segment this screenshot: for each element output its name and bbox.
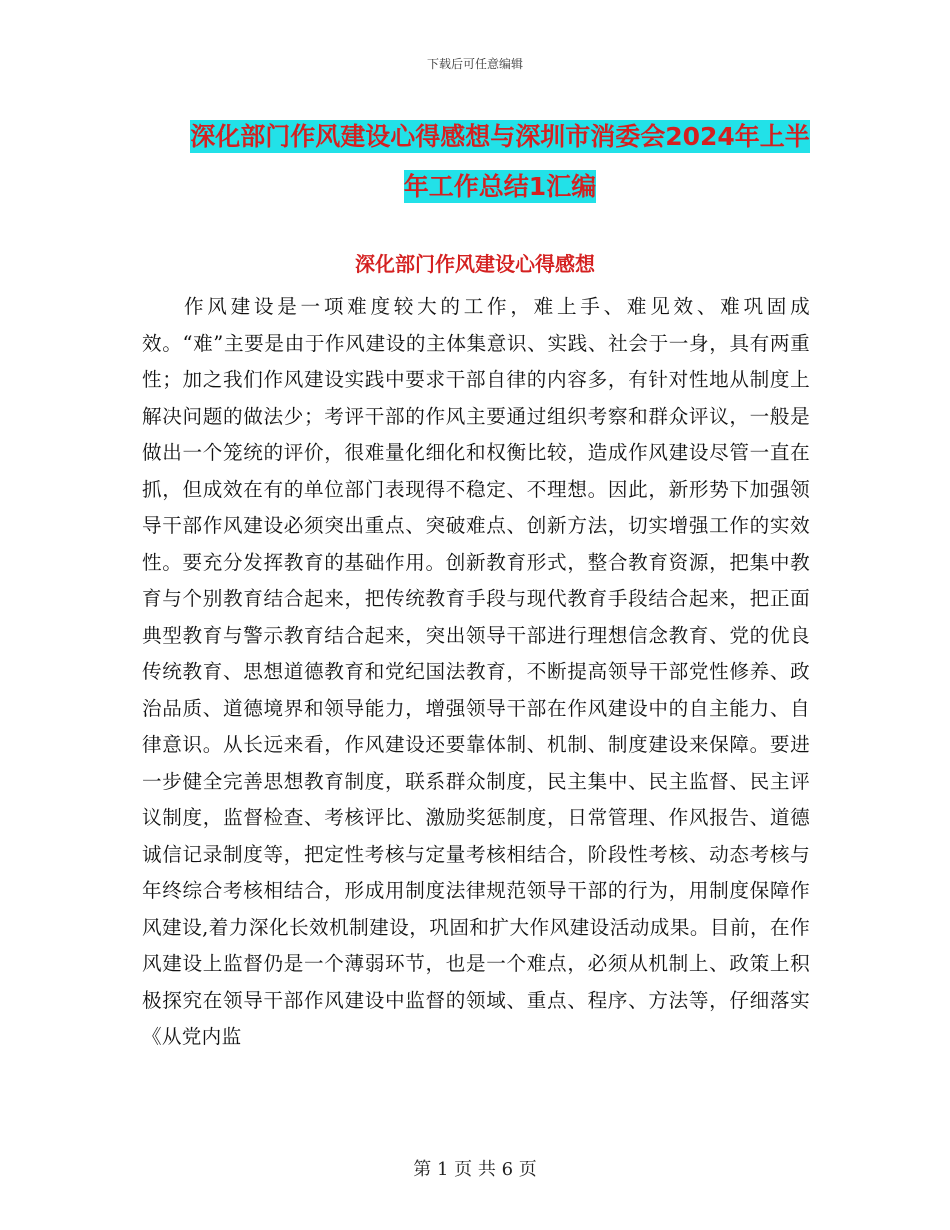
document-title-text: 深化部门作风建设心得感想与深圳市消委会2024年上半年工作总结1汇编 bbox=[190, 122, 810, 201]
body-paragraph: 作风建设是一项难度较大的工作，难上手、难见效、难巩固成效。“难”主要是由于作风建设的主体集意识、实践、社会于一身，具有两重性；加之我们作风建设实践中要求干部自律的内容多，有针对性地从制度上解决问题的做法少；考评干部的作风主要通过组织考察和群众评议，一般是做出一个笼统的评价，很难量化细化和权衡比较，造成作风建设尽管一直在抓，但成效在有的单位部门表现得不稳定、不理想。因此，新形势下加强领导干部作风建设必须突出重点、突破难点、创新方法，切实增强工作的实效性。要充分发挥教育的基础作用。创新教育形式，整合教育资源，把集中教育与个别教育结合起来，把传统教育手段与现代教育手段结合起来，把正面典型教育与警示教育结合起来，突出领导干部进行理想信念教育、党的优良传统教育、思想道德教育和党纪国法教育，不断提高领导干部党性修养、政治品质、道德境界和领导能力，增强领导干部在作风建设中的自主能力、自律意识。从长远来看，作风建设还要靠体制、机制、制度建设来保障。要进一步健全完善思想教育制度，联系群众制度，民主集中、民主监督、民主评议制度，监督检查、考核评比、激励奖惩制度，日常管理、作风报告、道德诚信记录制度等，把定性考核与定量考核相结合，阶段性考核、动态考核与年终综合考核相结合，形成用制度法律规范领导干部的行为，用制度保障作风建设,着力深化长效机制建设，巩固和扩大作风建设活动成果。目前，在作风建设上监督仍是一个薄弱环节，也是一个难点，必须从机制上、政策上积极探究在领导干部作风建设中监督的领域、重点、程序、方法等，仔细落实《从党内监 bbox=[142, 295, 810, 1048]
document-title bbox=[185, 112, 815, 212]
header-note: 下载后可任意编辑 bbox=[426, 57, 523, 71]
page-footer: 第 1 页 共 6 页 bbox=[413, 1159, 537, 1180]
section-title: 深化部门作风建设心得感想 bbox=[355, 252, 595, 276]
